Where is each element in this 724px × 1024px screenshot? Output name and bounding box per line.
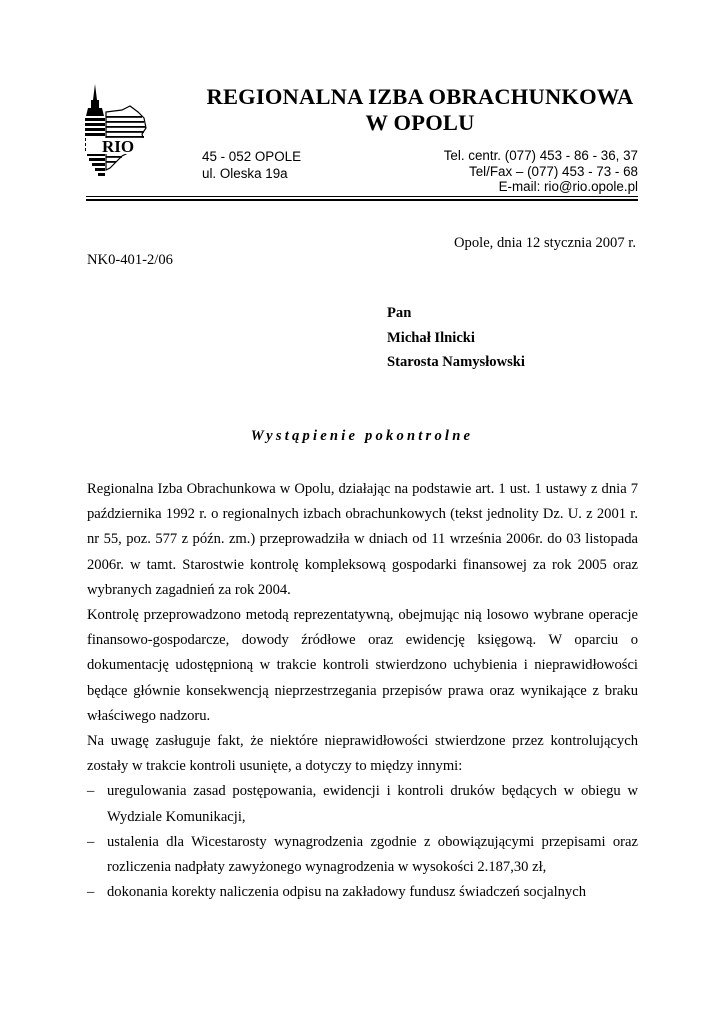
- list-item: [87, 880, 638, 905]
- list-item: [87, 830, 638, 880]
- org-name-line2: W OPOLU: [365, 110, 475, 135]
- findings-list: [87, 779, 638, 905]
- paragraph: Regionalna Izba Obrachunkowa w Opolu, działając na podstawie art. 1 ust. 1 ustawy z dnia 7 października 1992 r. o regionalnych izbach obrachunkowych (tekst jednolity Dz. U. z 2001 r. nr 55, poz. 577 z późn. zm.) przeprowadziła w dniach od 11 września 2006r. do 03 listopada 2006r. w tamt. Starostwie kontrolę kompleksową gospodarki finansowej za rok 2005 oraz wybranych zagadnień za rok 2004.: [87, 481, 638, 598]
- document-body: [87, 477, 638, 905]
- address-street: ul. Oleska 19a: [202, 166, 288, 181]
- paragraph: Na uwagę zasługuje fakt, że niektóre nieprawidłowości stwierdzone przez kontrolujących zostały w trakcie kontroli usunięte, a dotyczy to między innymi:: [87, 733, 638, 775]
- rio-logo: [82, 82, 152, 184]
- header-divider-thin: [86, 196, 638, 197]
- recipient-salutation: Pan: [387, 305, 412, 321]
- contact-info: [444, 148, 638, 195]
- list-item-text: ustalenia dla Wicestarosty wynagrodzenia zgodnie z obowiązującymi przepisami oraz rozliczenia nadpłaty zawyżonego wynagrodzenia w wysokości 2.187,30 zł,: [107, 833, 638, 876]
- recipient-name: Michał Ilnicki: [387, 329, 475, 346]
- address-city: 45 - 052 OPOLE: [202, 149, 301, 164]
- document-date: Opole, dnia 12 stycznia 2007 r.: [454, 235, 636, 251]
- document-title: Wystąpienie pokontrolne: [250, 428, 474, 444]
- paragraph: Kontrolę przeprowadzono metodą reprezentatywną, obejmując nią losowo wybrane operacje finansowo-gospodarcze, dowody źródłowe oraz ewidencję księgową. W oparciu o dokumentację udostępnioną w trakcie kontroli stwierdzono uchybienia i nieprawidłowości będące głównie konsekwencją nieprzestrzegania przepisów prawa oraz wynikające z braku właściwego nadzoru.: [87, 607, 638, 724]
- recipient-position: Starosta Namysłowski: [387, 354, 525, 370]
- postal-address: [202, 148, 301, 182]
- contact-telfax: Tel/Fax – (077) 453 - 73 - 68: [469, 163, 638, 179]
- list-item-text: dokonania korekty naliczenia odpisu na zakładowy fundusz świadczeń socjalnych: [107, 884, 586, 901]
- list-item: [87, 779, 638, 829]
- recipient-block: [387, 301, 525, 375]
- list-item-text: uregulowania zasad postępowania, ewidencji i kontroli druków będących w obiegu w Wydziale Komunikacji,: [107, 783, 638, 825]
- contact-email[interactable]: E-mail: rio@rio.opole.pl: [498, 179, 638, 194]
- logo-lettering: RIO: [101, 137, 135, 156]
- list-bullet: –: [87, 884, 95, 901]
- org-name-line1: REGIONALNA IZBA OBRACHUNKOWA: [206, 84, 634, 109]
- list-bullet: –: [87, 783, 95, 800]
- list-bullet: –: [87, 833, 95, 850]
- reference-number: NK0-401-2/06: [87, 252, 173, 268]
- contact-phone: Tel. centr. (077) 453 - 86 - 36, 37: [443, 148, 638, 163]
- header-divider-thick: [86, 199, 638, 201]
